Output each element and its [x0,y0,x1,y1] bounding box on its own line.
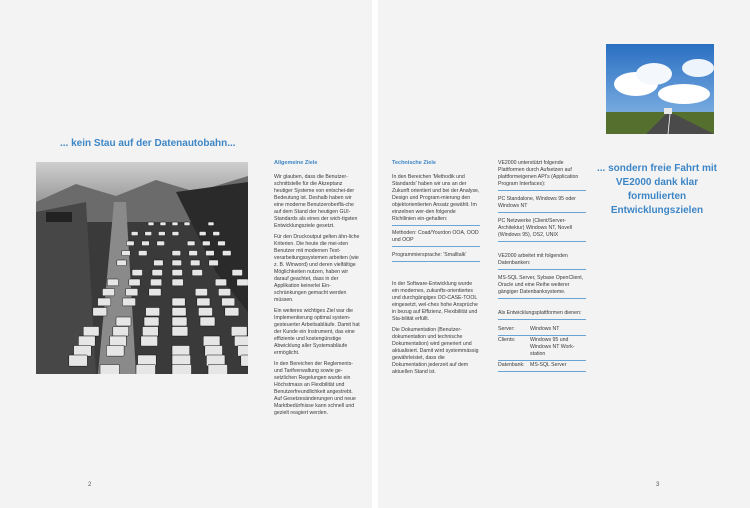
car-shape [187,241,195,246]
general-goals-paragraph: Für den Druckoutput gelten ähn-liche Kriterien. Die heute die mei-sten Benutzer mit modernen Text-verarbeitungssystemen arbeiten (wie z. B. Winword) und deren vielfältige Möglichkeiten nutzen, haben wir darauf geachtet, dass in der Applikation keinerlei Ein-schränkungen gemacht werden müssen. [274,234,360,303]
car-shape [189,251,198,256]
car-shape [192,270,203,276]
car-shape [172,279,183,286]
car-shape [231,327,247,337]
platform-item: PC Standalone, Windows 95 oder Windows NT [498,196,586,213]
car-shape [206,251,215,256]
car-shape [172,308,186,316]
car-shape [218,289,230,296]
car-shape [172,317,187,326]
platform-item: PC Netzwerke (Client/Server-Architektur) Windows NT, Novell (Windows 95), OS2, UNIX [498,218,586,242]
car-shape [222,251,231,256]
technical-goals-paragraph: In den Bereichen 'Methodik und Standards' haben wir uns an der Zukunft orientiert und bei der Analyse, Design und Program-mierung den objektorientierten Ansatz gewählt. Im einzelnen wer-den folgende Richtlinien ein-gehalten: [392,174,480,226]
car-shape [69,355,88,366]
car-shape [172,260,182,266]
car-shape [215,279,226,286]
car-shape [172,365,192,375]
technical-goals-column [392,160,480,380]
car-shape [100,365,120,375]
car-shape [126,289,138,296]
open-road-photo [606,44,714,134]
dev-platform-key: Clients: [498,336,530,361]
car-shape [172,298,185,306]
general-goals-paragraph: Ein weiteres wichtiges Ziel war die Implementierung optimal system-gesteuerter Arbeitsabläufe. Damit hat der Kunde ein Instrument, das eine effiziente und kostengünstige Abwicklung aller Systemabläufe ermöglicht. [274,308,360,356]
car-shape [74,346,92,357]
car-shape [132,270,143,276]
car-shape [172,346,190,357]
dev-platform-value: Windows NT [530,325,586,336]
general-goals-column [274,160,360,421]
car-shape [131,232,138,236]
car-shape [225,308,239,316]
car-shape [203,336,220,346]
dev-platform-value: MS-SQL Server [530,361,586,372]
car-shape [195,289,207,296]
car-shape [146,308,160,316]
dev-platforms-intro: Als Entwicklungsplattformen dienen: [498,310,586,320]
car-shape [106,346,124,357]
car-shape [149,289,161,296]
car-shape [172,270,183,276]
car-shape [122,251,131,256]
car-shape [117,260,127,266]
car-shape [234,336,248,346]
car-shape [110,336,127,346]
car-shape [241,355,248,366]
right-page-number: 3 [656,482,660,488]
platforms-column [498,160,586,372]
database-intro: VE2000 arbeitet mit folgenden Datenbanken: [498,253,586,270]
platforms-intro: VE2000 unterstützt folgende Plattformen durch Aufsetzen auf plattformeigenen API's (Application Program Interfaces): [498,160,586,191]
table-row [498,336,586,361]
car-shape [107,279,118,286]
dev-platforms-table [498,325,586,372]
car-shape [160,222,166,226]
dev-platform-value: Windows 95 und Windows NT Work-station [530,336,586,361]
car-shape [78,336,95,346]
right-headline: ... sondern freie Fahrt mit VE2000 dank klar formulierten Entwicklungszielen [596,163,718,216]
dev-platform-key: Server: [498,325,530,336]
car-shape [232,270,243,276]
left-page-number: 2 [88,482,92,488]
car-shape [172,232,179,236]
car-shape [208,365,228,375]
car-shape [200,317,215,326]
car-shape [83,327,99,337]
car-shape [198,308,212,316]
car-shape [213,232,220,236]
general-goals-title: Allgemeine Ziele [274,160,318,166]
car-shape [142,241,150,246]
documentation-paragraph: Die Dokumentation (Benutzer-dokumentation und technische Dokumentation) wird generiert und aktualisiert. Damit wird systemmässig gewährleistet, dass die Dokumentation jederzeit auf dem aktuellen Stand ist. [392,327,479,375]
case-tool-paragraph: In der Software-Entwicklung wurde ein modernes, zukunfts-orientiertes und durchgängiges OO-CASE-TOOL eingesetzt, wel-ches hohe Ansprüche in bezug auf Effizienz, Flexibilität und Sta-bilität erfüllt. [392,281,478,322]
car-shape [113,327,129,337]
car-shape [157,241,165,246]
traffic-jam-image [36,162,248,374]
database-list: MS-SQL Server, Sybase OpenClient, Oracle und eine Reihe weiterer gängiger Datenbanksysteme. [498,275,586,299]
car-shape [209,260,219,266]
car-shape [190,260,200,266]
car-shape [158,232,165,236]
car-shape [129,279,140,286]
car-shape [199,232,206,236]
car-shape [126,241,134,246]
car-shape [172,222,178,226]
car-shape [145,232,152,236]
car-shape [141,336,158,346]
car-shape [172,327,188,337]
car-shape [218,241,226,246]
car-shape [136,365,156,375]
table-row [498,361,586,372]
car-shape [197,298,210,306]
car-shape [154,260,164,266]
car-shape [102,289,114,296]
car-shape [144,317,159,326]
traffic-jam-photo [36,162,248,374]
car-shape [222,298,235,306]
car-shape [205,346,223,357]
car-shape [148,222,154,226]
technical-goals-title: Technische Ziele [392,160,436,166]
car-shape [238,346,248,357]
car-shape [116,317,131,326]
general-goals-paragraph: Wir glauben, dass die Benutzer-schnittstelle für die Akzeptanz heutiger Systeme von entschei-der Bedeutung ist. Deshalb haben wir eine moderne Benutzeroberflä-che auf dem Stand der heutigen GUI-Standards als eines der wich-tigsten Entwicklungsziele gesetzt. [274,174,358,229]
car-shape [208,222,214,226]
general-goals-paragraph: In den Bereichen der Reglements- und Tarifverwaltung sowie ge-setzlichen Regelungen wurde ein Höchstmass an Flexibilität und Benutzerfreundlichkeit angestrebt. Auf Gesetzesänderungen und neue Marktbedürfnisse kann schnell und gezielt reagiert werden. [274,361,356,416]
car-shape [150,279,161,286]
table-row [498,325,586,336]
car-shape [138,251,147,256]
car-shape [172,251,181,256]
car-shape [98,298,111,306]
car-shape [237,279,248,286]
car-shape [122,298,135,306]
open-road-image [606,44,714,134]
car-shape [184,222,190,226]
car-shape [152,270,163,276]
language-item: Programmiersprache: 'Smalltalk' [392,252,480,262]
car-shape [202,241,210,246]
dev-platform-key: Datenbank: [498,361,530,372]
car-shape [93,308,107,316]
car-shape [142,327,158,337]
methods-item: Methoden: Coad/Yourdon OOA, OOD und OOP [392,230,480,247]
left-headline: ... kein Stau auf der Datenautobahn... [60,138,236,149]
